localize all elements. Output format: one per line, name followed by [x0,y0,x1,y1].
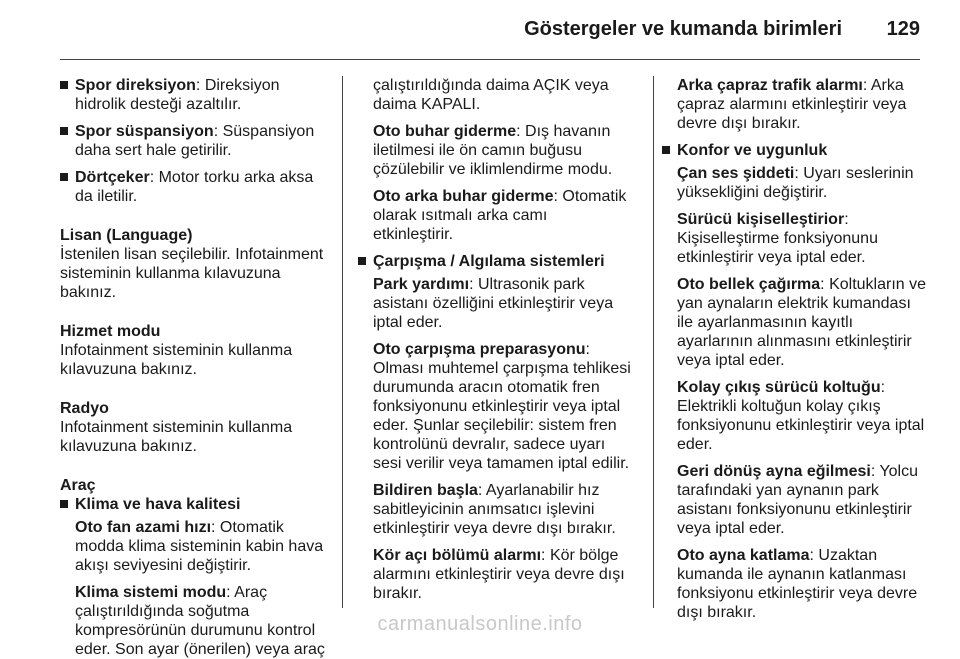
page-number: 129 [886,18,920,40]
item-label: Dörtçeker [75,169,150,186]
continuation-text: çalıştırıldığında daima AÇIK veya daima KAPALI. [373,77,609,113]
sub-item [373,546,631,603]
item-text: : Süspansiyon daha sert hale getirilir. [75,123,315,159]
item-label: Kör açı bölümü alarmı [373,547,542,564]
watermark: carmanualsonline.info [377,613,583,635]
item-text: : Ayarlanabilir hız sabitleyicinin anımsatıcı işlevini etkinleştirir veya devre dışı bırakır. [373,482,616,537]
item-text: : Dış havanın iletilmesi ile ön camın buğusu çözülebilir ve iklimlendirme modu. [373,123,613,178]
item-text: : Otomatik olarak ısıtmalı arka camı etkinleştirir. [373,188,627,243]
bullet-square-icon [60,127,68,135]
sub-item [373,122,631,179]
item-label: Oto arka buhar giderme [373,188,554,205]
item-label: Sürücü kişiselleştirior [677,211,845,228]
bullet-square-icon [60,81,68,89]
bullet-heading: Konfor ve uygunluk [677,142,828,159]
column-divider [653,76,654,608]
section-body: Infotainment sisteminin kullanma kılavuzuna bakınız. [60,342,293,378]
page-header [0,0,960,60]
item-label: Oto fan azami hızı [75,519,212,536]
item-text: : Ultrasonik park asistanı özelliğini etkinleştirir veya iptal eder. [373,276,614,331]
bullet-heading: Çarpışma / Algılama sistemleri [373,253,605,270]
item-text: : Koltukların ve yan aynaların elektrik kumandası ile ayarlanmasının kayıtlı ayarlarının alınmasını etkinleştirir veya iptal eder. [677,276,926,369]
sub-item [677,210,927,267]
item-text: : Yolcu tarafındaki yan aynanın park asistanı fonksiyonunu etkinleştirir veya iptal eder. [677,463,918,537]
bullet-square-icon [60,500,68,508]
item-label: Çan ses şiddeti [677,165,795,182]
sub-item [677,164,927,202]
item-text: : Uzaktan kumanda ile aynanın katlanması fonksiyonu etkinleştirir veya devre dışı bırakır. [677,547,918,621]
item-text: : Kör bölge alarmını etkinleştirir veya devre dışı bırakır. [373,547,625,602]
section-title: Araç [60,477,96,494]
item-label: Klima sistemi modu [75,584,227,601]
item-text: : Uyarı seslerinin yüksekliğini değiştirir. [677,165,914,201]
bullet-item [60,76,328,114]
item-text: : Arka çapraz alarmını etkinleştirir veya devre dışı bırakır. [677,77,907,132]
sub-items [60,518,328,659]
item-label: Geri dönüş ayna eğilmesi [677,463,871,480]
section-service-mode [60,322,328,379]
sub-item [677,378,927,454]
item-label: Kolay çıkış sürücü koltuğu [677,379,881,396]
bullet-square-icon [662,146,670,154]
item-label: Oto buhar giderme [373,123,517,140]
bullet-square-icon [60,173,68,181]
item-text: : Kişiselleştirme fonksiyonunu etkinleştirir veya iptal eder. [677,211,878,266]
item-text: : Araç çalıştırıldığında soğutma kompresörünün durumunu kontrol eder. Son ayar (önerilen) veya araç [75,584,325,658]
column-divider [342,76,343,608]
item-label: Oto ayna katlama [677,547,810,564]
item-text: : Motor torku arka aksa da iletilir. [75,169,314,205]
section-title: Lisan (Language) [60,227,193,244]
sub-item [373,275,631,332]
bullet-square-icon [358,257,366,265]
sub-item [677,76,927,133]
sub-item [373,187,631,244]
sub-item [677,275,927,370]
section-radio [60,399,328,456]
item-label: Park yardımı [373,276,470,293]
bullet-item [662,141,927,160]
section-body: Infotainment sisteminin kullanma kılavuzuna bakınız. [60,419,293,455]
item-label: Spor direksiyon [75,77,196,94]
item-label: Spor süspansiyon [75,123,214,140]
column-1 [60,76,328,659]
item-text: : Elektrikli koltuğun kolay çıkış fonksiyonunu etkinleştirir veya iptal eder. [677,379,925,453]
sub-item [75,518,328,575]
section-title: Hizmet modu [60,323,161,340]
sub-item [373,481,631,538]
item-label: Bildiren başla [373,482,478,499]
column-3 [677,76,927,622]
item-text: : Direksiyon hidrolik desteği azaltılır. [75,77,280,113]
page-title: Göstergeler ve kumanda birimleri [524,18,842,40]
sub-item [677,546,927,622]
item-text: : Otomatik modda klima sisteminin kabin hava akışı seviyesini değiştirir. [75,519,324,574]
item-label: Oto çarpışma preparasyonu [373,341,586,358]
sub-item [373,340,631,473]
section-title: Radyo [60,400,109,417]
item-text: : Olması muhtemel çarpışma tehlikesi durumunda aracın otomatik fren fonksiyonunu etkinleştirir veya iptal eder. Şunlar seçilebilir: sistem fren kontrolünü devralır, sadece uyarı sesi verilir veya tamamen iptal edilir. [373,341,631,472]
column-2 [373,76,631,603]
bullet-item [358,252,631,271]
section-body: İstenilen lisan seçilebilir. Infotainment sisteminin kullanma kılavuzuna bakınız. [60,246,324,301]
bullet-item [60,168,328,206]
header-divider [60,59,920,60]
bullet-heading: Klima ve hava kalitesi [75,496,241,513]
item-label: Oto bellek çağırma [677,276,821,293]
item-label: Arka çapraz trafik alarmı [677,77,863,94]
sub-item [677,462,927,538]
section-language [60,226,328,302]
bullet-item [60,495,328,514]
bullet-item [60,122,328,160]
